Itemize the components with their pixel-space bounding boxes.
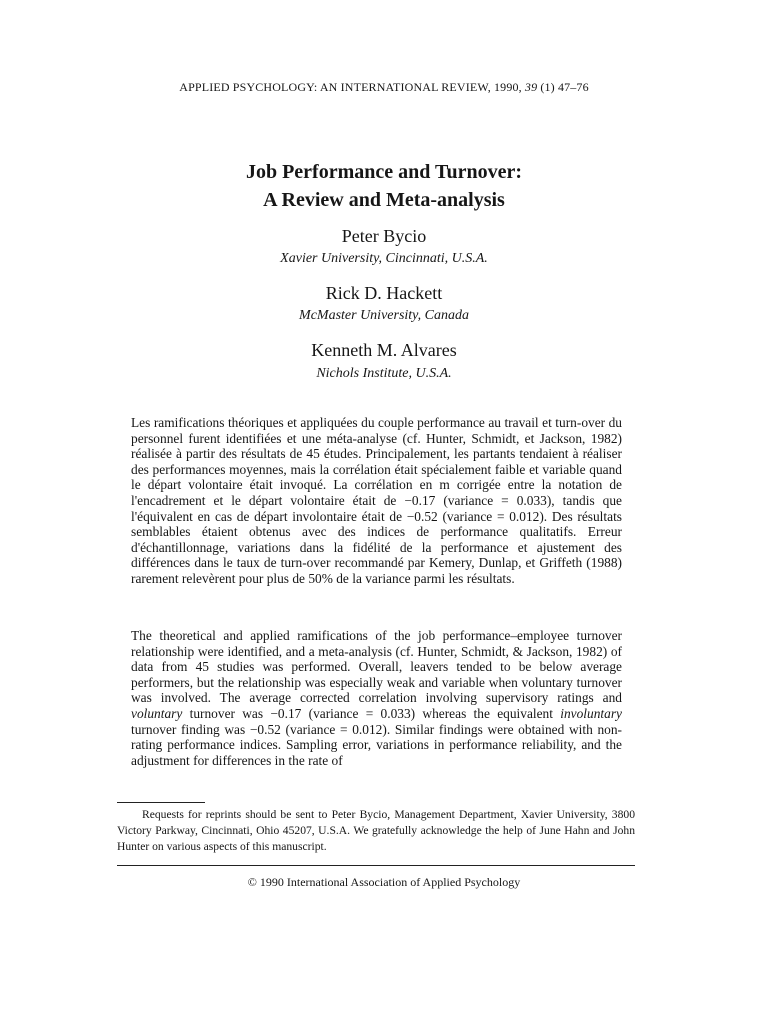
author-name: Peter Bycio <box>341 226 427 246</box>
abstract-emphasis: involuntary <box>560 705 622 721</box>
author-affiliation: McMaster University, Canada <box>299 308 469 323</box>
abstract-text: The theoretical and applied ramifications of the job performance–employee turnover relationship were identified, and a meta-analysis (cf. Hunter, Schmidt, & Jackson, 1982) of data from 45 studies was performed. Overall, leavers tended to be below average performers, but the relationship was especially weak and variable when voluntary turnover was involved. The average corrected correlation involving supervisory ratings and <box>131 628 622 706</box>
footnote: Requests for reprints should be sent to Peter Bycio, Management Department, Xavier University, 3800 Victory Parkway, Cincinnati, Ohio 45207, U.S.A. We gratefully acknowledge the help of June Hahn and John Hunter on various aspects of this manuscript. <box>117 808 635 853</box>
abstract-french: Les ramifications théoriques et appliquées du couple performance au travail et turn-over du personnel furent identifiées et une méta-analyse (cf. Hunter, Schmidt, et Jackson, 1982) réalisée à partir des résultats de 45 études. Principalement, les partants tendaient à réaliser des performances moyennes, mais la corrélation était spécialement faible et variable quand le départ volontaire était invoqué. La corrélation en m corrigée entre la notation de l'encadrement et le départ volontaire était de −0.17 (variance = 0.033), tandis que l'équivalent en cas de départ involontaire était de −0.52 (variance = 0.012). Des résultats semblables étaient obtenus avec des indices de performance qualitatifs. Erreur d'échantillonnage, variations dans la fidélité de la performance et ajustement des différences dans le taux de turn-over recommandé par Kemery, Dunlap, et Griffeth (1988) rarement relevèrent pour plus de 50% de la variance parmi les résultats. <box>131 415 622 586</box>
bottom-divider <box>117 865 635 866</box>
author-name: Kenneth M. Alvares <box>311 340 457 360</box>
copyright-notice: © 1990 International Association of Applied Psychology <box>247 875 521 889</box>
volume-number: 39 <box>524 80 538 94</box>
article-title <box>0 158 768 214</box>
running-head-text: APPLIED PSYCHOLOGY: AN INTERNATIONAL REVIEW, 1990, <box>179 80 525 94</box>
abstract-text: turnover finding was −0.52 (variance = 0.012). Similar findings were obtained with non-rating performance indices. Sampling error, variations in performance reliability, and the adjustment for differences in the rate of <box>131 721 622 768</box>
author-affiliation: Nichols Institute, U.S.A. <box>316 366 452 381</box>
abstract-english <box>131 628 622 768</box>
author-affiliation: Xavier University, Cincinnati, U.S.A. <box>280 251 488 266</box>
title-line-1: Job Performance and Turnover: <box>245 161 523 183</box>
title-line-2: A Review and Meta-analysis <box>263 189 505 211</box>
abstract-text: turnover was −0.17 (variance = 0.033) whereas the equivalent <box>182 705 561 721</box>
issue-pages: (1) 47–76 <box>537 80 589 94</box>
footnote-divider <box>117 802 205 803</box>
author-name: Rick D. Hackett <box>325 283 443 303</box>
abstract-emphasis: voluntary <box>131 705 183 721</box>
running-head <box>0 80 768 95</box>
